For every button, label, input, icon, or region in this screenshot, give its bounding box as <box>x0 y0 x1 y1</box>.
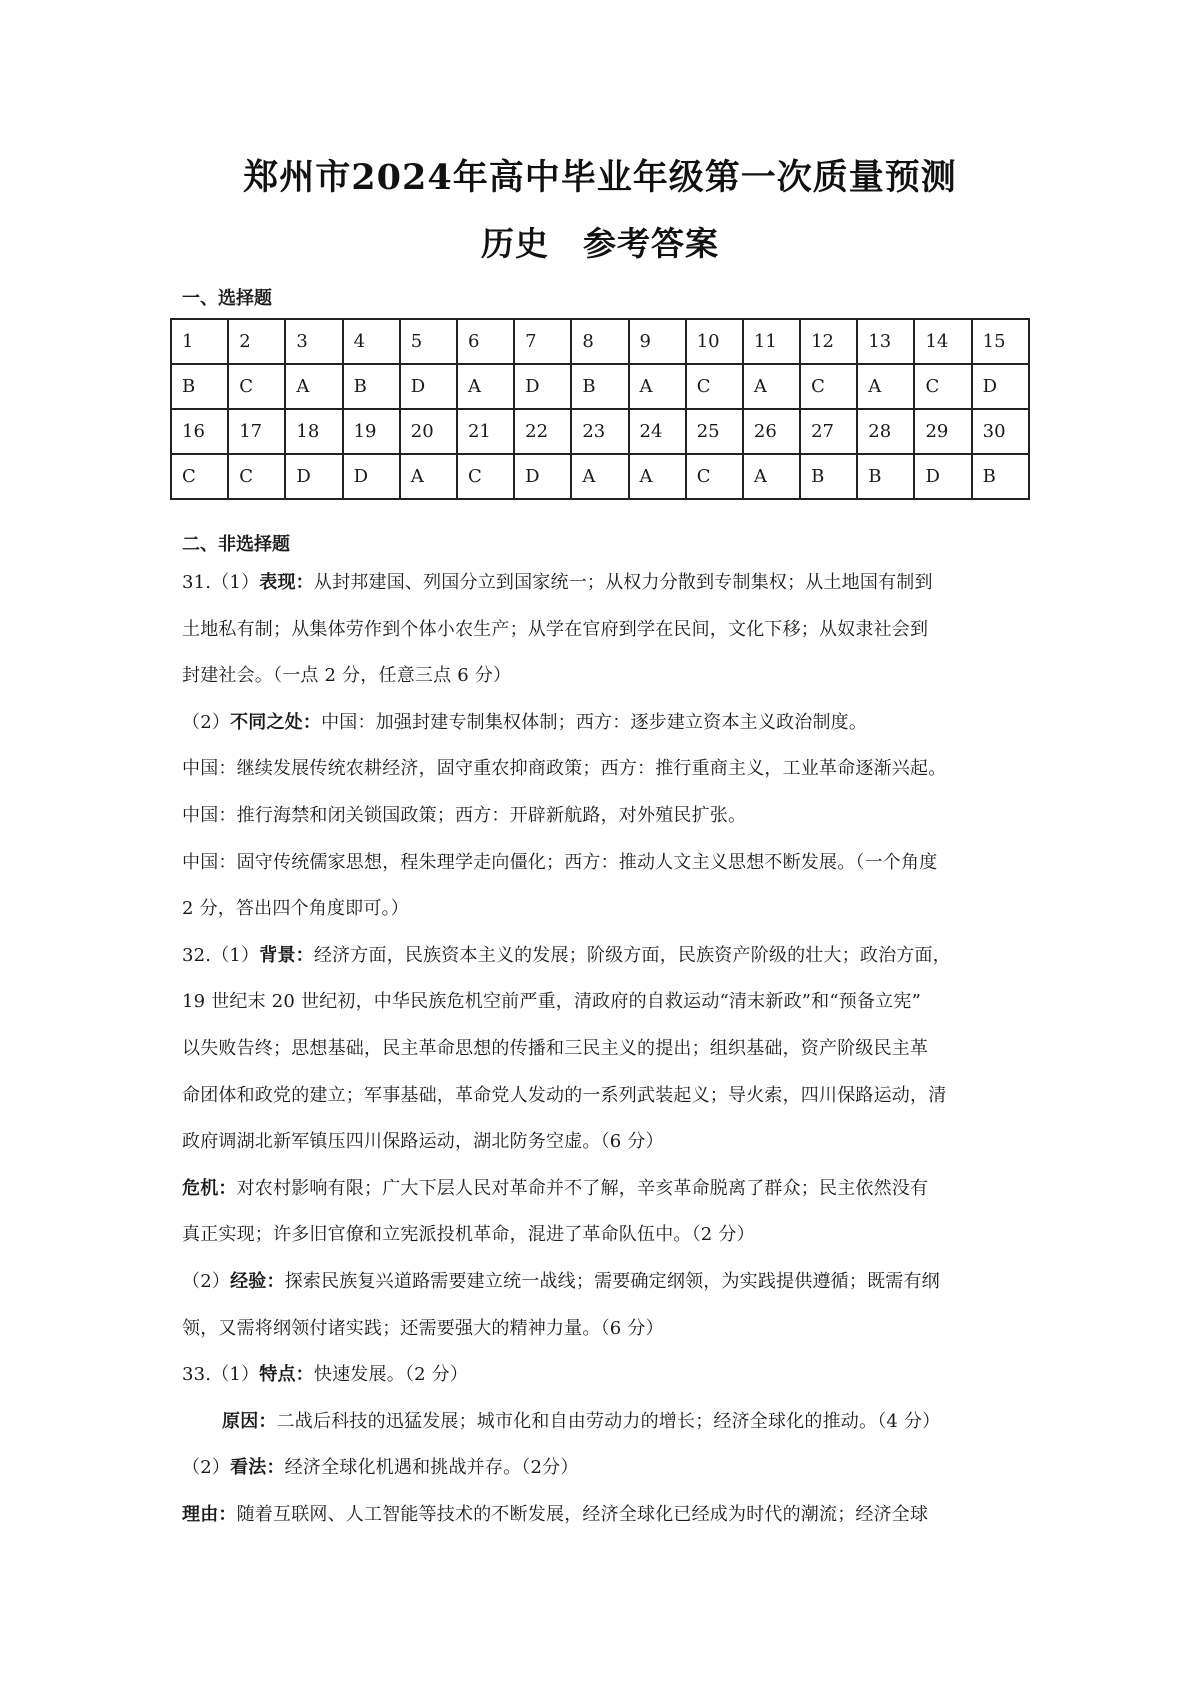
table-cell: A <box>571 454 628 499</box>
answer-keyword: 表现： <box>259 572 314 593</box>
answer-line <box>182 1259 1062 1306</box>
answer-text: 对农村影响有限；广大下层人民对革命并不了解，辛亥革命脱离了群众；民主依然没有 <box>236 1177 929 1199</box>
question-number: （2） <box>182 1457 231 1479</box>
table-row-answers <box>171 454 1029 499</box>
table-cell: D <box>972 364 1029 409</box>
table-cell: 25 <box>686 409 743 454</box>
answer-text: 19 世纪末 20 世纪初，中华民族危机空前严重，清政府的自救运动“清末新政”和“预备立宪” <box>182 991 921 1013</box>
answer-keyword: 原因： <box>222 1410 277 1432</box>
table-cell: C <box>171 454 228 499</box>
table-cell: B <box>972 454 1029 499</box>
answer-line <box>182 700 1062 747</box>
table-cell: 23 <box>571 409 628 454</box>
answer-line <box>182 1492 1062 1539</box>
answer-keyword: 特点： <box>259 1364 314 1386</box>
answer-line <box>182 1073 1062 1120</box>
answer-text: 从封邦建国、列国分立到国家统一；从权力分散到专制集权；从土地国有制到 <box>313 572 933 593</box>
answer-text: 政府调湖北新军镇压四川保路运动，湖北防务空虚。（6 分） <box>182 1131 664 1153</box>
table-cell: C <box>686 454 743 499</box>
table-cell: A <box>743 364 800 409</box>
table-cell: C <box>228 364 285 409</box>
answer-line <box>182 1026 1062 1073</box>
answer-text: 命团体和政党的建立；军事基础，革命党人发动的一系列武装起义；导火索，四川保路运动，清 <box>182 1084 947 1106</box>
answer-text: 领，又需将纲领付诸实践；还需要强大的精神力量。（6 分） <box>182 1317 664 1339</box>
table-cell: C <box>457 454 514 499</box>
table-cell: 20 <box>400 409 457 454</box>
answer-keyword: 看法： <box>230 1457 285 1479</box>
answer-text: 快速发展。（2 分） <box>313 1364 469 1386</box>
answer-line <box>182 746 1062 793</box>
answer-line <box>182 1306 1062 1353</box>
answer-line <box>182 1166 1062 1213</box>
answer-line <box>182 1119 1062 1166</box>
table-cell: B <box>343 364 400 409</box>
table-cell: 12 <box>800 319 857 364</box>
table-cell: 1 <box>171 319 228 364</box>
table-cell: 21 <box>457 409 514 454</box>
answer-text: 封建社会。（一点 2 分，任意三点 6 分） <box>182 665 512 687</box>
answer-text: 中国：固守传统儒家思想，程朱理学走向僵化；西方：推动人文主义思想不断发展。（一个角度 <box>182 851 938 873</box>
answer-text-block <box>182 560 1062 1538</box>
table-cell: 29 <box>914 409 971 454</box>
answer-line <box>182 840 1062 887</box>
table-cell: 3 <box>285 319 342 364</box>
answer-keyword: 危机： <box>182 1177 237 1199</box>
table-cell: A <box>629 364 686 409</box>
answer-line <box>182 886 1062 933</box>
table-cell: 13 <box>857 319 914 364</box>
table-row-question-numbers <box>171 319 1029 364</box>
table-cell: C <box>914 364 971 409</box>
answer-line <box>182 607 1062 654</box>
table-cell: 4 <box>343 319 400 364</box>
table-cell: D <box>285 454 342 499</box>
answer-line <box>182 1212 1062 1259</box>
answer-text: 土地私有制；从集体劳作到个体小农生产；从学在官府到学在民间，文化下移；从奴隶社会到 <box>182 618 929 640</box>
page-title: 郑州市2024年高中毕业年级第一次质量预测 <box>243 157 957 198</box>
table-cell: 18 <box>285 409 342 454</box>
table-cell: B <box>571 364 628 409</box>
answer-keyword: 理由： <box>182 1503 237 1525</box>
answer-keyword: 经验： <box>230 1270 285 1292</box>
table-cell: A <box>400 454 457 499</box>
table-cell: 27 <box>800 409 857 454</box>
table-cell: D <box>514 364 571 409</box>
question-number: 31.（1） <box>182 572 260 593</box>
table-cell: 30 <box>972 409 1029 454</box>
answer-line <box>182 1352 1062 1399</box>
answer-line <box>182 653 1062 700</box>
table-cell: 6 <box>457 319 514 364</box>
table-cell: 7 <box>514 319 571 364</box>
answer-line <box>182 1445 1062 1492</box>
answer-line <box>182 1399 1062 1446</box>
table-cell: 8 <box>571 319 628 364</box>
table-cell: 5 <box>400 319 457 364</box>
answer-text: 中国：加强封建专制集权体制；西方：逐步建立资本主义政治制度。 <box>321 711 868 733</box>
table-cell: A <box>457 364 514 409</box>
table-cell: 19 <box>343 409 400 454</box>
table-cell: D <box>514 454 571 499</box>
answer-text: 探索民族复兴道路需要建立统一战线；需要确定纲领，为实践提供遵循；既需有纲 <box>284 1270 940 1292</box>
table-cell: B <box>800 454 857 499</box>
table-cell: D <box>914 454 971 499</box>
question-number: 32.（1） <box>182 944 260 966</box>
answer-text: 二战后科技的迅猛发展；城市化和自由劳动力的增长；经济全球化的推动。（4 分） <box>276 1410 941 1432</box>
table-cell: 26 <box>743 409 800 454</box>
table-cell: C <box>228 454 285 499</box>
question-number: （2） <box>182 1270 231 1292</box>
answer-keyword: 不同之处： <box>230 711 322 733</box>
question-number: （2） <box>182 711 231 733</box>
answer-text: 2 分，答出四个角度即可。） <box>182 898 409 920</box>
table-cell: D <box>400 364 457 409</box>
table-cell: 22 <box>514 409 571 454</box>
table-cell: A <box>743 454 800 499</box>
section-heading-choice: 一、选择题 <box>182 288 272 309</box>
answer-line <box>182 933 1062 980</box>
table-cell: 2 <box>228 319 285 364</box>
answer-text: 经济全球化机遇和挑战并存。（2分） <box>284 1457 579 1479</box>
table-cell: 14 <box>914 319 971 364</box>
answer-text: 随着互联网、人工智能等技术的不断发展，经济全球化已经成为时代的潮流；经济全球 <box>236 1503 929 1525</box>
table-row-answers <box>171 364 1029 409</box>
table-cell: 16 <box>171 409 228 454</box>
table-cell: A <box>285 364 342 409</box>
table-cell: 11 <box>743 319 800 364</box>
answer-text: 以失败告终；思想基础，民主革命思想的传播和三民主义的提出；组织基础，资产阶级民主革 <box>182 1037 929 1059</box>
table-cell: 9 <box>629 319 686 364</box>
answer-keyword: 背景： <box>259 944 314 966</box>
table-cell: 28 <box>857 409 914 454</box>
answer-text: 经济方面，民族资本主义的发展；阶级方面，民族资产阶级的壮大；政治方面， <box>313 944 951 966</box>
section-heading-nonchoice: 二、非选择题 <box>182 534 290 555</box>
table-row-question-numbers <box>171 409 1029 454</box>
answer-text: 中国：继续发展传统农耕经济，固守重农抑商政策；西方：推行重商主义，工业革命逐渐兴起。 <box>182 758 947 780</box>
table-cell: 24 <box>629 409 686 454</box>
answer-line <box>182 979 1062 1026</box>
answer-line <box>182 793 1062 840</box>
answer-line <box>182 560 1062 607</box>
table-cell: 10 <box>686 319 743 364</box>
table-cell: A <box>857 364 914 409</box>
table-cell: D <box>343 454 400 499</box>
answer-text: 中国：推行海禁和闭关锁国政策；西方：开辟新航路，对外殖民扩张。 <box>182 804 747 826</box>
page-subtitle: 历史 参考答案 <box>481 224 719 263</box>
table-cell: B <box>171 364 228 409</box>
table-cell: C <box>800 364 857 409</box>
table-cell: C <box>686 364 743 409</box>
table-cell: A <box>629 454 686 499</box>
question-number: 33.（1） <box>182 1364 260 1386</box>
table-cell: B <box>857 454 914 499</box>
table-cell: 15 <box>972 319 1029 364</box>
table-cell: 17 <box>228 409 285 454</box>
answer-text: 真正实现；许多旧官僚和立宪派投机革命，混进了革命队伍中。（2 分） <box>182 1224 755 1246</box>
answer-table <box>170 318 1030 500</box>
